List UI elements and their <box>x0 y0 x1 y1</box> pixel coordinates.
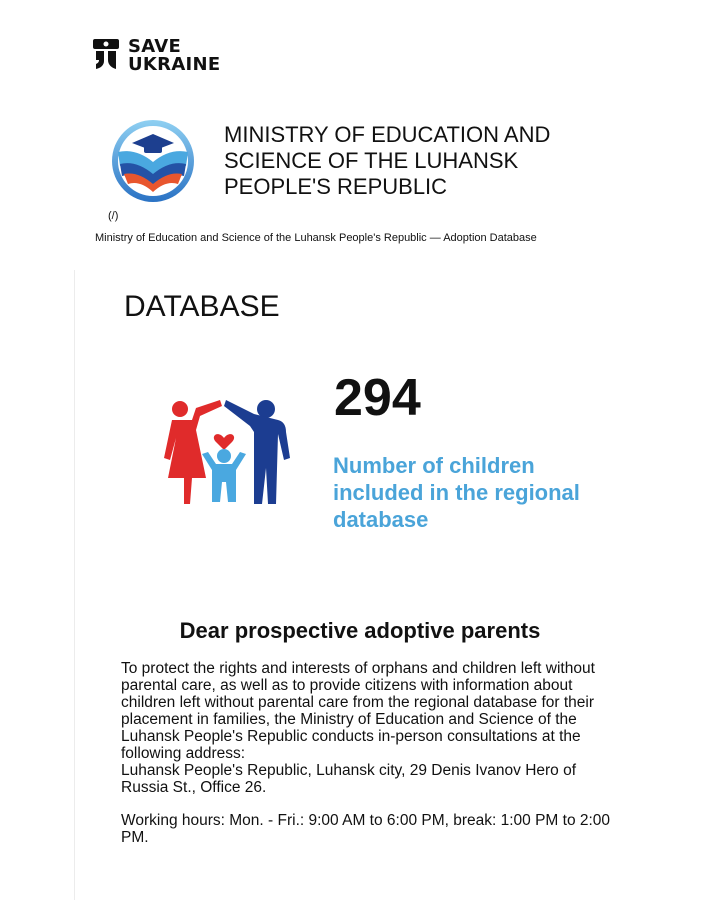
brand-logo[interactable] <box>92 36 221 76</box>
page-subtitle: Ministry of Education and Science of the Luhansk People's Republic — Adoption Database <box>95 232 537 244</box>
brand-line1: SAVE <box>128 36 182 57</box>
family-icon <box>158 398 294 510</box>
database-heading: DATABASE <box>124 290 280 323</box>
graduation-cap-book-emblem-icon <box>108 118 198 204</box>
brand-line2: UKRAINE <box>128 54 221 75</box>
notice-address: Luhansk People's Republic, Luhansk city, 29 Denis Ivanov Hero of Russia St., Office 26. <box>121 762 577 796</box>
content-divider <box>74 270 75 900</box>
ministry-title: MINISTRY OF EDUCATION AND SCIENCE OF THE LUHANSK PEOPLE'S REPUBLIC <box>224 122 551 199</box>
children-count-label: Number of children included in the regional database <box>333 453 580 532</box>
notice-working-hours: Working hours: Mon. - Fri.: 9:00 AM to 6:00 PM, break: 1:00 PM to 2:00 PM. <box>121 812 611 846</box>
home-link[interactable]: (/) <box>108 210 119 222</box>
notice-heading: Dear prospective adoptive parents <box>179 618 541 643</box>
children-count: 294 <box>334 369 421 427</box>
notice-paragraph-1: To protect the rights and interests of orphans and children left without parental care, as well as to provide citizens with information about children left without parental care from the regional database for their placement in families, the Ministry of Education and Science of the Luhansk People's Republic conducts in-person consultations at the following address: <box>121 660 595 762</box>
brand-wordmark <box>128 38 221 74</box>
save-ukraine-logo-icon <box>92 38 120 74</box>
